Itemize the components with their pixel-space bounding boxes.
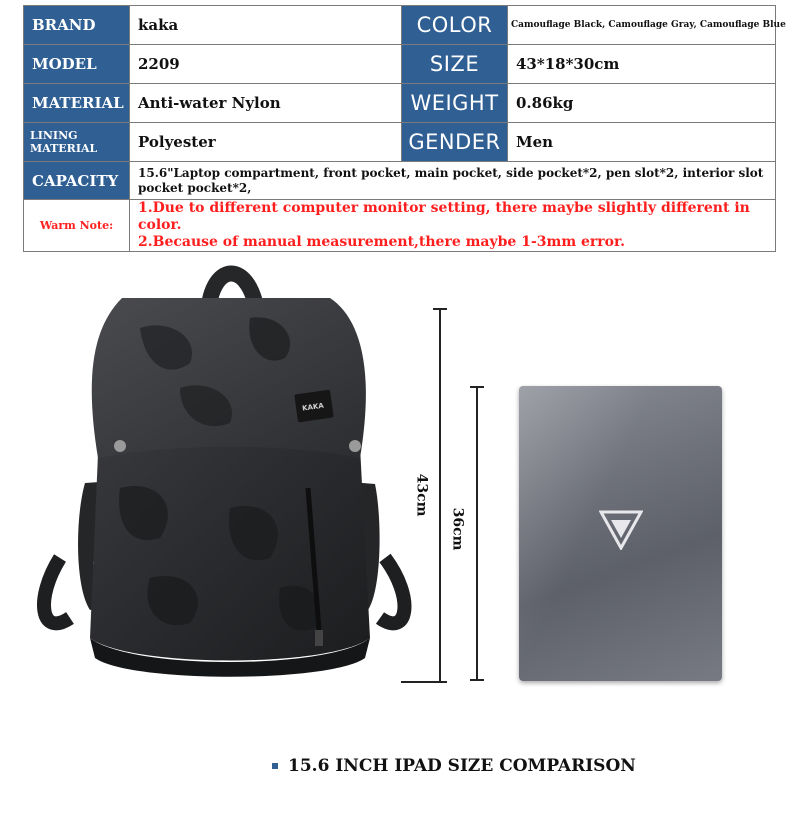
spec-row-lining bbox=[24, 123, 776, 162]
color-value: Camouflage Black, Camouflage Gray, Camouflage Blue bbox=[508, 6, 776, 45]
spec-row-capacity bbox=[24, 162, 776, 200]
laptop-image bbox=[519, 386, 722, 681]
capacity-line-1: 15.6"Laptop compartment, front pocket, main pocket, side pocket*2, pen slot*2, interior slot bbox=[138, 165, 764, 180]
spec-table bbox=[23, 5, 786, 252]
color-label: COLOR bbox=[402, 6, 508, 45]
bag-height-bottom-tick bbox=[401, 681, 447, 683]
model-label: MODEL bbox=[24, 45, 130, 84]
warm-note-label: Warm Note: bbox=[24, 200, 130, 252]
warm-note-text bbox=[130, 200, 776, 252]
size-comparison-caption bbox=[272, 756, 636, 776]
laptop-height-line bbox=[476, 386, 478, 680]
capacity-line-2: pocket pocket*2, bbox=[138, 180, 252, 195]
material-label: MATERIAL bbox=[24, 84, 130, 123]
laptop-height-bottom-tick bbox=[470, 679, 484, 681]
size-value: 43*18*30cm bbox=[508, 45, 776, 84]
warm-note-line-1: 1.Due to different computer monitor setting, there maybe slightly different in color. bbox=[138, 200, 750, 233]
spec-row-brand bbox=[24, 6, 776, 45]
laptop-logo-icon bbox=[599, 508, 643, 550]
brand-label: BRAND bbox=[24, 6, 130, 45]
lining-label: LINING MATERIAL bbox=[24, 123, 130, 162]
lining-value: Polyester bbox=[130, 123, 402, 162]
capacity-value bbox=[130, 162, 776, 200]
backpack-image bbox=[30, 258, 420, 690]
bag-height-line bbox=[439, 308, 441, 682]
brand-value: kaka bbox=[130, 6, 402, 45]
gender-value: Men bbox=[508, 123, 776, 162]
gender-label: GENDER bbox=[402, 123, 508, 162]
warm-note-line-2: 2.Because of manual measurement,there maybe 1-3mm error. bbox=[138, 234, 625, 250]
caption-text: 15.6 INCH IPAD SIZE COMPARISON bbox=[288, 756, 636, 776]
spec-row-material bbox=[24, 84, 776, 123]
bag-height-label: 43cm bbox=[413, 473, 430, 517]
laptop-height-top-tick bbox=[470, 386, 484, 388]
laptop-height-label: 36cm bbox=[449, 507, 466, 551]
material-value: Anti-water Nylon bbox=[130, 84, 402, 123]
bag-logo-text: KAKA bbox=[301, 401, 325, 413]
spec-row-warm-note bbox=[24, 200, 776, 252]
capacity-label: CAPACITY bbox=[24, 162, 130, 200]
weight-label: WEIGHT bbox=[402, 84, 508, 123]
bag-height-top-tick bbox=[433, 308, 447, 310]
model-value: 2209 bbox=[130, 45, 402, 84]
bullet-square-icon bbox=[272, 763, 278, 769]
size-label: SIZE bbox=[402, 45, 508, 84]
weight-value: 0.86kg bbox=[508, 84, 776, 123]
spec-row-model bbox=[24, 45, 776, 84]
